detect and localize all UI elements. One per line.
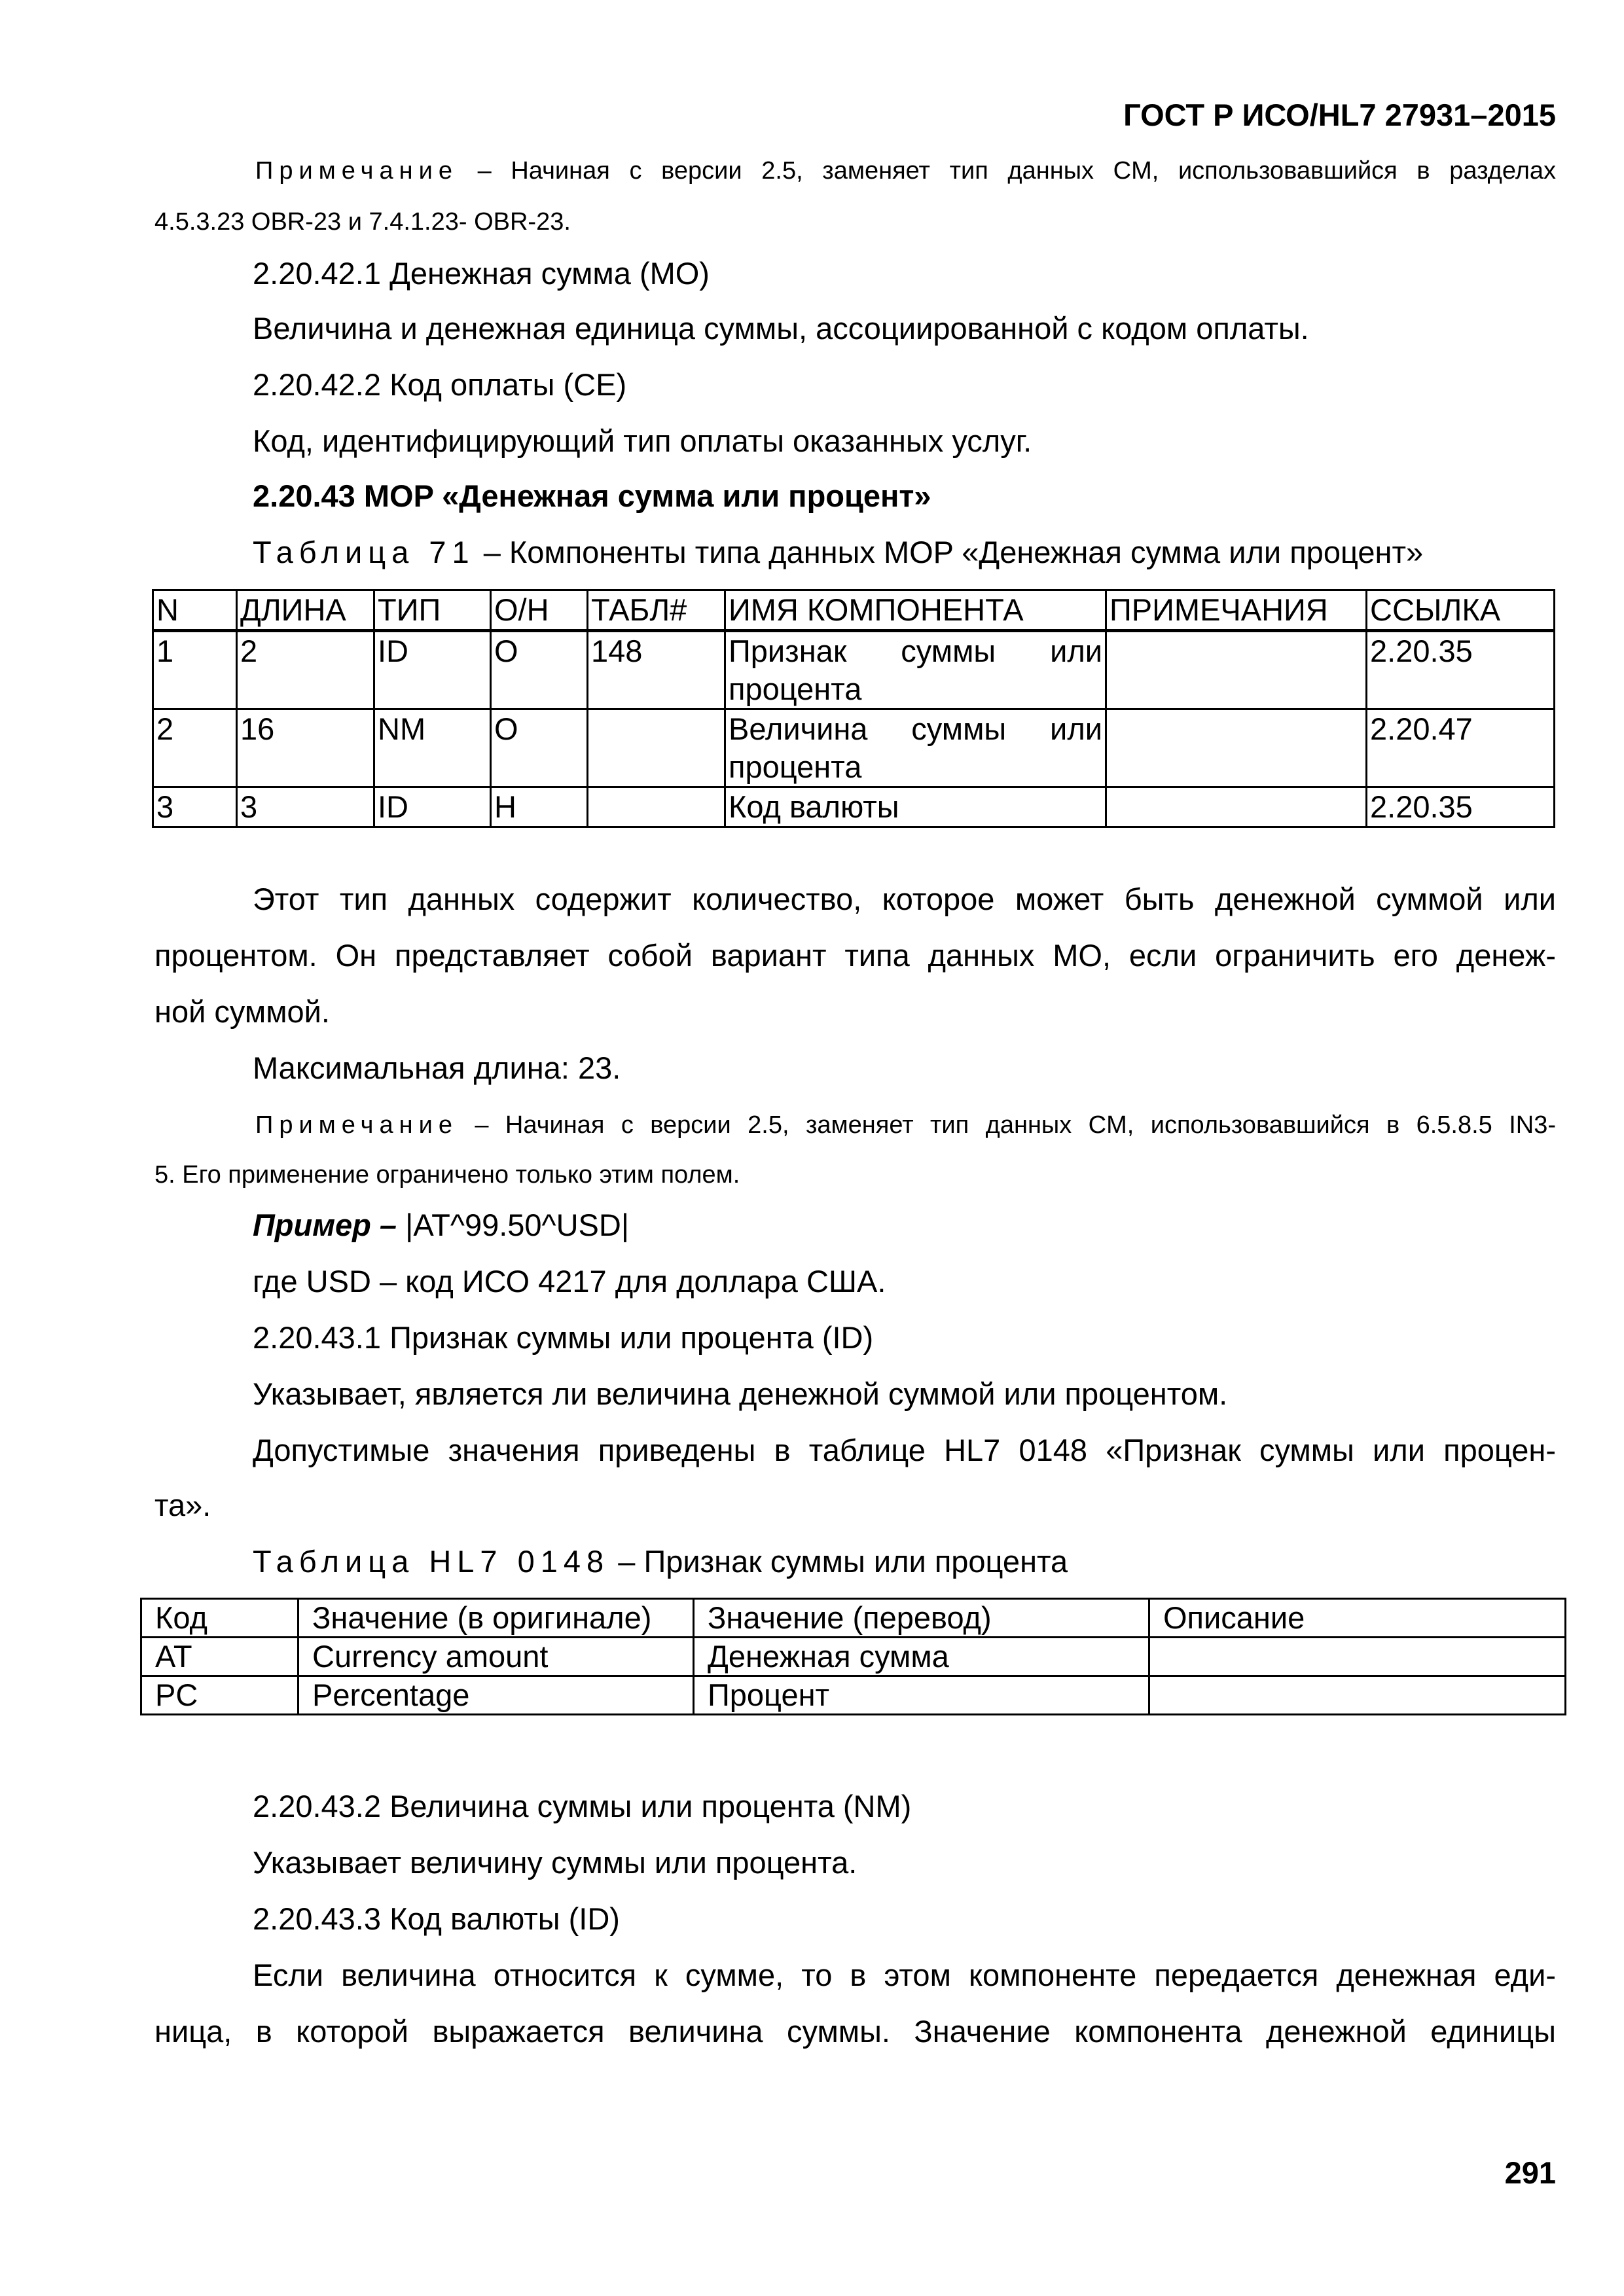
allowed-values-line-2: та». — [154, 1488, 211, 1522]
table-71 — [152, 589, 1555, 828]
section-text-2-20-43-3-line-1: Если величина относится к сумме, то в этом компоненте передается денежная еди- — [253, 1958, 1556, 1992]
table-0148-caption-text: – Признак суммы или процента — [618, 1544, 1068, 1579]
note-2-line-1 — [255, 1110, 1556, 1140]
table-cell: AT — [141, 1638, 298, 1676]
table-cell — [1149, 1676, 1566, 1715]
table-cell: Величина суммы или процента — [725, 709, 1106, 787]
table-cell: ID — [374, 631, 491, 709]
max-length-text: Максимальная длина: 23. — [253, 1050, 621, 1085]
table-cell: Н — [491, 787, 588, 827]
table-71-header-cell: ИМЯ КОМПОНЕНТА — [725, 590, 1106, 631]
table-cell: Код валюты — [725, 787, 1106, 827]
table-0148-header-cell: Значение (перевод) — [694, 1599, 1149, 1638]
section-title-2-20-43-3: 2.20.43.3 Код валюты (ID) — [253, 1901, 620, 1936]
table-71-header-row — [153, 590, 1555, 631]
table-0148-header-cell: Значение (в оригинале) — [298, 1599, 694, 1638]
table-cell: Percentage — [298, 1676, 694, 1715]
example-label: Пример – — [253, 1208, 397, 1242]
paragraph-1-line-2: процентом. Он представляет собой вариант типа данных MO, если ограничить его денеж- — [154, 938, 1556, 973]
note-2-line-2: 5. Его применение ограничено только этим полем. — [154, 1161, 740, 1189]
table-71-header-cell: ССЫЛКА — [1367, 590, 1555, 631]
table-71-caption-text: – Компоненты типа данных MOP «Денежная сумма или процент» — [483, 535, 1424, 569]
section-title-2-20-43-1: 2.20.43.1 Признак суммы или процента (ID) — [253, 1320, 874, 1355]
table-cell: 3 — [153, 787, 237, 827]
note-1-line-2: 4.5.3.23 OBR-23 и 7.4.1.23- OBR-23. — [154, 208, 571, 236]
section-text-2-20-43-3-line-2: ница, в которой выражается величина суммы. Значение компонента денежной единицы — [154, 2014, 1556, 2049]
table-cell: PC — [141, 1676, 298, 1715]
table-cell: 2.20.47 — [1367, 709, 1555, 787]
table-cell — [588, 709, 725, 787]
section-heading-2-20-43: 2.20.43 MOP «Денежная сумма или процент» — [253, 478, 931, 513]
table-cell: O — [491, 631, 588, 709]
table-cell: NM — [374, 709, 491, 787]
section-text-2-20-43-1: Указывает, является ли величина денежной суммой или процентом. — [253, 1376, 1228, 1411]
table-row — [153, 631, 1555, 709]
note-1-line-1 — [255, 156, 1556, 186]
table-cell: O — [491, 709, 588, 787]
table-row — [141, 1676, 1566, 1715]
table-cell: 2 — [237, 631, 374, 709]
table-71-header-cell: ДЛИНА — [237, 590, 374, 631]
example-value: |AT^99.50^USD| — [405, 1208, 630, 1242]
table-0148 — [140, 1598, 1566, 1715]
table-row — [141, 1638, 1566, 1676]
section-text-2-20-42-2: Код, идентифицирующий тип оплаты оказанных услуг. — [253, 423, 1032, 458]
table-cell: 2 — [153, 709, 237, 787]
section-text-2-20-43-2: Указывает величину суммы или процента. — [253, 1845, 857, 1880]
table-cell: Процент — [694, 1676, 1149, 1715]
table-71-caption — [253, 534, 1423, 571]
table-cell: Currency amount — [298, 1638, 694, 1676]
table-cell: Признак суммы или процента — [725, 631, 1106, 709]
page-number: 291 — [1504, 2155, 1556, 2190]
table-cell — [1106, 709, 1367, 787]
section-text-2-20-42-1: Величина и денежная единица суммы, ассоциированной с кодом оплаты. — [253, 311, 1309, 346]
section-title-2-20-42-2: 2.20.42.2 Код оплаты (CE) — [253, 367, 627, 402]
table-cell: 2.20.35 — [1367, 631, 1555, 709]
table-cell: 148 — [588, 631, 725, 709]
table-71-caption-label: Таблица 71 — [253, 535, 475, 569]
paragraph-1-line-3: ной суммой. — [154, 994, 330, 1029]
table-cell: 2.20.35 — [1367, 787, 1555, 827]
table-cell: 1 — [153, 631, 237, 709]
table-0148-header-row — [141, 1599, 1566, 1638]
table-row — [153, 787, 1555, 827]
example-line — [253, 1207, 629, 1244]
table-71-header-cell: N — [153, 590, 237, 631]
section-title-2-20-42-1: 2.20.42.1 Денежная сумма (MO) — [253, 256, 710, 291]
note-2-text: – Начиная с версии 2.5, заменяет тип данных CM, использовавшийся в 6.5.8.5 IN3- — [475, 1111, 1556, 1139]
table-71-header-cell: ТИП — [374, 590, 491, 631]
table-71-header-cell: ТАБЛ# — [588, 590, 725, 631]
table-0148-caption-label: Таблица HL7 0148 — [253, 1544, 610, 1579]
table-cell — [588, 787, 725, 827]
table-0148-caption — [253, 1543, 1068, 1580]
table-cell — [1106, 787, 1367, 827]
table-0148-header-cell: Код — [141, 1599, 298, 1638]
table-cell — [1106, 631, 1367, 709]
table-cell: Денежная сумма — [694, 1638, 1149, 1676]
table-cell — [1149, 1638, 1566, 1676]
table-cell: ID — [374, 787, 491, 827]
note-2-label: Примечание — [255, 1111, 458, 1139]
table-0148-header-cell: Описание — [1149, 1599, 1566, 1638]
section-title-2-20-43-2: 2.20.43.2 Величина суммы или процента (NM) — [253, 1789, 912, 1823]
table-cell: 16 — [237, 709, 374, 787]
allowed-values-line-1: Допустимые значения приведены в таблице HL7 0148 «Признак суммы или процен- — [253, 1433, 1556, 1467]
table-71-header-cell: О/Н — [491, 590, 588, 631]
note-1-text: – Начиная с версии 2.5, заменяет тип данных CM, использовавшийся в разделах — [477, 157, 1557, 185]
document-header: ГОСТ Р ИСО/HL7 27931–2015 — [1123, 98, 1556, 132]
table-cell: 3 — [237, 787, 374, 827]
table-row — [153, 709, 1555, 787]
paragraph-1-line-1: Этот тип данных содержит количество, которое может быть денежной суммой или — [253, 882, 1556, 916]
note-1-label: Примечание — [255, 157, 458, 185]
where-usd-text: где USD – код ИСО 4217 для доллара США. — [253, 1264, 886, 1299]
table-71-header-cell: ПРИМЕЧАНИЯ — [1106, 590, 1367, 631]
